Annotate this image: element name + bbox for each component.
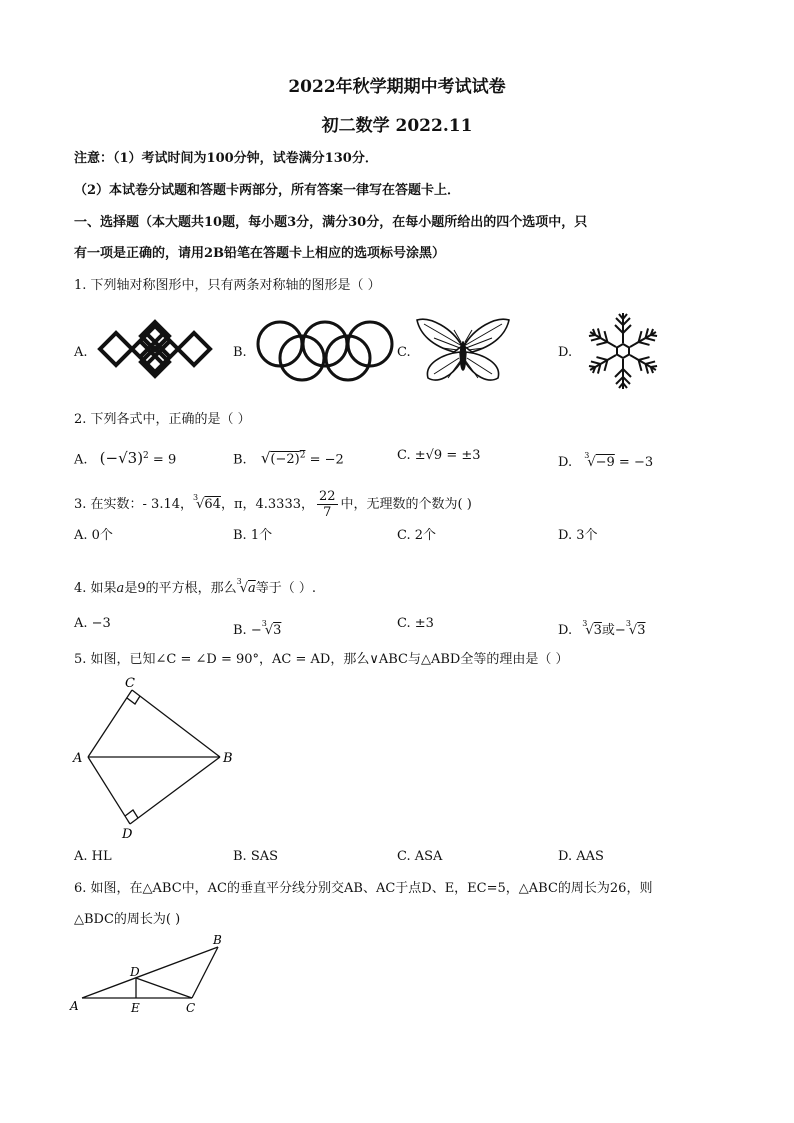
q4-option-d-radicand-1: 3 <box>593 623 602 638</box>
q3-option-c: C. 2个 <box>397 528 437 543</box>
point-c-label: C <box>125 676 135 691</box>
q4-stem-part-b: 是9的平方根，那么 <box>124 581 237 596</box>
point-a-label: A <box>70 999 79 1013</box>
q1-option-a-label: A. <box>74 345 88 360</box>
point-d-label: D <box>122 827 133 842</box>
butterfly-figure <box>414 316 512 386</box>
q3-stem-part-c: 中，无理数的个数为( ) <box>340 497 472 512</box>
section-heading-line-1: 一、选择题（本大题共10题，每小题3分，满分30分，在每小题所给出的四个选项中，只 <box>74 215 588 230</box>
point-c-label: C <box>186 1001 196 1015</box>
q4-option-a: A. −3 <box>74 616 111 631</box>
segment-cb <box>132 690 220 757</box>
q5-option-a: A. HL <box>74 849 112 864</box>
q2-option-d: D. $^3$√−9 = −3 <box>558 451 654 470</box>
q6-stem-line-2: △BDC的周长为( ) <box>74 912 181 927</box>
q2-option-d-index: 3 <box>584 451 590 460</box>
q2-option-a-exponent: 2 <box>143 451 149 461</box>
q1-option-d-label: D. <box>558 345 573 360</box>
q4-option-b-label: B. − <box>233 623 262 638</box>
q6-stem-line-1: 6. 如图，在△ABC中，AC的垂直平分线分别交AB、AC于点D、E，EC=5，△ABC的周长为26，则 <box>74 881 653 896</box>
q1-option-b-label: B. <box>233 345 247 360</box>
segment-dc <box>136 978 192 998</box>
q4-option-d-index-2: 3 <box>625 619 631 628</box>
q1-option-c-label: C. <box>397 345 411 360</box>
q2-option-b-label: B. <box>233 452 247 468</box>
q4-stem-part-a: 4. 如果 <box>74 581 117 596</box>
q2-option-b-result: = −2 <box>305 452 344 468</box>
q3-option-d: D. 3个 <box>558 528 598 543</box>
q5-stem: 5. 如图，已知∠C = ∠D = 90°，AC = AD，那么∨ABC与△ABD全等的理由是（ ） <box>74 652 569 667</box>
q5-figure <box>70 674 250 844</box>
snowflake-figure <box>582 310 664 392</box>
right-angle-mark-d <box>125 810 138 818</box>
point-b-label: B <box>223 751 233 766</box>
q5-option-d: D. AAS <box>558 849 604 864</box>
q3-stem-part-b: ，π，4.3333， <box>220 497 314 512</box>
section-heading-line-2: 有一项是正确的，请用2B铅笔在答题卡上相应的选项标号涂黑） <box>74 246 446 261</box>
q4-option-b: B. −$^3$√3 <box>233 619 282 638</box>
q4-variable: a <box>116 581 125 596</box>
chinese-knot-figure <box>96 316 214 382</box>
q2-option-a-base: (−√3) <box>99 449 144 468</box>
q2-option-b-exponent: 2 <box>299 451 306 461</box>
q3-option-b: B. 1个 <box>233 528 273 543</box>
note-line-2: （2）本试卷分试题和答题卡两部分，所有答案一律写在答题卡上． <box>74 183 461 198</box>
q4-option-d-label: D. <box>558 623 573 638</box>
q4-option-c: C. ±3 <box>397 616 434 631</box>
q3-fraction-denominator: 7 <box>323 505 332 520</box>
q5-option-c: C. ASA <box>397 849 443 864</box>
q4-option-d-connector: 或− <box>601 623 626 638</box>
exam-subtitle: 初二数学 2022.11 <box>321 116 473 136</box>
q2-option-d-label: D. <box>558 455 573 470</box>
q1-stem: 1. 下列轴对称图形中，只有两条对称轴的图形是（ ） <box>74 278 381 293</box>
q4-option-d-radicand-2: 3 <box>637 623 646 638</box>
segment-ac <box>88 690 132 757</box>
point-b-label: B <box>213 933 222 947</box>
point-e-label: E <box>131 1001 140 1015</box>
q3-stem-part-a: 3. 在实数：- 3.14， <box>74 497 194 512</box>
q4-option-b-radicand: 3 <box>273 623 282 638</box>
q2-option-a-result: = 9 <box>148 452 177 468</box>
q2-option-d-radicand: −9 <box>595 455 615 470</box>
q4-stem: 4. 如果a是9的平方根，那么$^3$√a等于（ ）. <box>74 577 317 596</box>
q3-stem: 3. 在实数：- 3.14，$^3$√64，π，4.3333， $\frac{22}{7}$ 中，无理数的个数为( ) <box>74 489 472 520</box>
q2-option-b-inner: (−2) <box>270 452 300 468</box>
q3-root-radicand: 64 <box>204 497 221 512</box>
q2-option-b: B. $√(-2)^2 = -2$ <box>233 449 344 468</box>
q4-stem-part-c: 等于（ ）. <box>255 581 317 596</box>
q3-fraction-numerator: 22 <box>319 489 336 504</box>
q2-option-a-label: A. <box>74 452 88 468</box>
segment-ad <box>88 757 130 824</box>
q3-option-a: A. 0个 <box>74 528 113 543</box>
right-angle-mark-c <box>127 696 140 704</box>
q4-option-d: D. $^3$√3或−$^3$√3 <box>558 619 646 638</box>
q4-root-radicand: a <box>247 581 256 596</box>
q2-option-a <box>74 448 176 468</box>
q2-option-c: C. ±√9 = ±3 <box>397 448 481 463</box>
segment-ab <box>82 947 218 998</box>
q2-option-d-result: = −3 <box>614 455 654 470</box>
note-line-1: 注意：（1）考试时间为100分钟，试卷满分130分． <box>74 151 378 166</box>
q4-option-d-index-1: 3 <box>582 619 588 628</box>
q3-root-index: 3 <box>193 493 199 502</box>
q4-option-b-index: 3 <box>261 619 267 628</box>
segment-db <box>130 757 220 824</box>
q2-option-b-radicand <box>270 452 305 467</box>
olympic-rings-figure <box>252 320 398 382</box>
point-a-label: A <box>73 751 83 766</box>
q5-option-b: B. SAS <box>233 849 279 864</box>
q6-figure <box>68 932 238 1018</box>
point-d-label: D <box>130 965 140 979</box>
exam-title: 2022年秋学期期中考试试卷 <box>288 77 506 97</box>
q3-fraction <box>317 489 338 520</box>
q4-root-index: 3 <box>236 577 242 586</box>
q2-stem: 2. 下列各式中，正确的是（ ） <box>74 412 251 427</box>
